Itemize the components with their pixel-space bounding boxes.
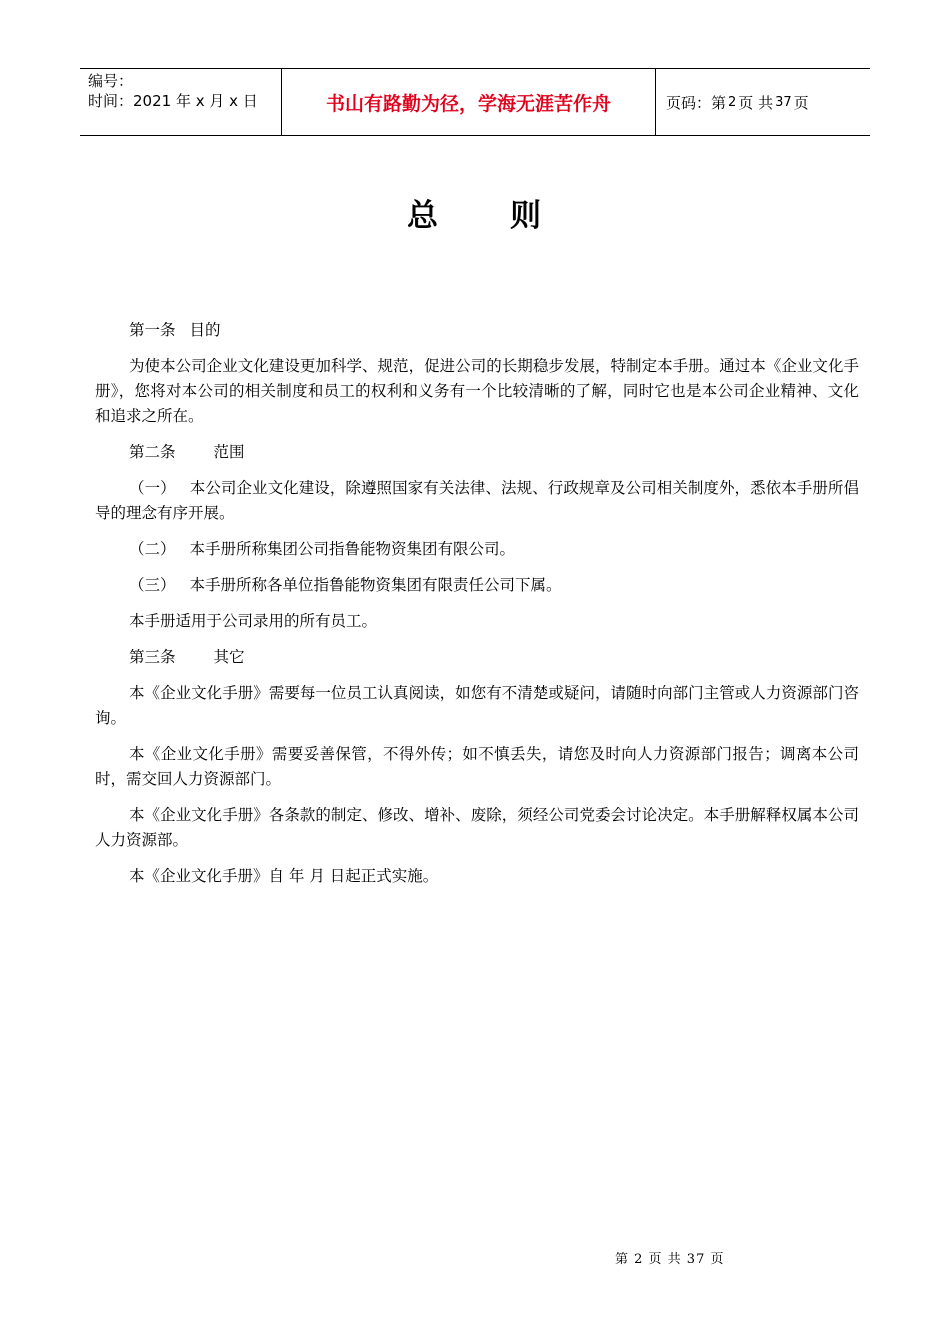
header-motto: 书山有路勤为径，学海无涯苦作舟	[282, 69, 656, 135]
page-prefix: 页码：第	[666, 93, 727, 112]
article-3-para-4: 本《企业文化手册》自 年 月 日起正式实施。	[129, 867, 439, 885]
article-num: 第三条	[129, 648, 176, 666]
document-body	[95, 318, 859, 900]
article-title: 范围	[213, 443, 245, 461]
article-2-item-2	[95, 537, 859, 562]
page-footer: 第 2 页 共 37 页	[615, 1252, 725, 1267]
article-3-para-2: 本《企业文化手册》需要妥善保管，不得外传；如不慎丢失，请您及时向人力资源部门报告；调离本公司时，需交回人力资源部门。	[95, 745, 859, 788]
page-suffix: 页	[793, 93, 809, 112]
item-text: 本手册所称集团公司指鲁能物资集团有限公司。	[189, 540, 516, 558]
page-mid: 页 共	[738, 93, 774, 112]
article-3-para-1: 本《企业文化手册》需要每一位员工认真阅读，如您有不清楚或疑问，请随时向部门主管或人力资源部门咨询。	[95, 684, 859, 727]
article-3-heading	[95, 645, 859, 670]
page-current: 2	[728, 94, 737, 110]
title-right: 则	[510, 198, 543, 234]
article-3-para-3: 本《企业文化手册》各条款的制定、修改、增补、废除，须经公司党委会讨论决定。本手册解释权属本公司人力资源部。	[95, 806, 859, 849]
item-text: 本公司企业文化建设，除遵照国家有关法律、法规、行政规章及公司相关制度外，悉依本手册所倡导的理念有序开展。	[95, 479, 859, 522]
page-total: 37	[775, 94, 792, 110]
title-left: 总	[407, 198, 440, 234]
header-table	[80, 68, 870, 136]
article-2-item-1	[95, 476, 859, 526]
item-num: （二）	[129, 540, 176, 558]
article-1-body: 为使本公司企业文化建设更加科学、规范，促进公司的长期稳步发展，特制定本手册。通过本《企业文化手册》，您将对本公司的相关制度和员工的权利和义务有一个比较清晰的了解，同时它也是本公司企业精神、文化和追求之所在。	[95, 357, 859, 425]
article-1-heading	[95, 318, 859, 343]
code-label: 编号：	[88, 72, 134, 90]
article-num: 第二条	[129, 443, 176, 461]
article-title: 目的	[189, 321, 221, 339]
article-2-extra: 本手册适用于公司录用的所有员工。	[129, 612, 378, 630]
article-2-heading	[95, 440, 859, 465]
article-title: 其它	[213, 648, 245, 666]
date-label: 时间：2021 年 x 月 x 日	[88, 92, 258, 110]
item-text: 本手册所称各单位指鲁能物资集团有限责任公司下属。	[189, 576, 562, 594]
item-num: （一）	[129, 479, 176, 497]
header-page-info	[656, 69, 870, 135]
article-num: 第一条	[129, 321, 176, 339]
item-num: （三）	[129, 576, 176, 594]
page-title	[0, 190, 950, 235]
article-2-item-3	[95, 573, 859, 598]
header-meta	[80, 69, 282, 135]
